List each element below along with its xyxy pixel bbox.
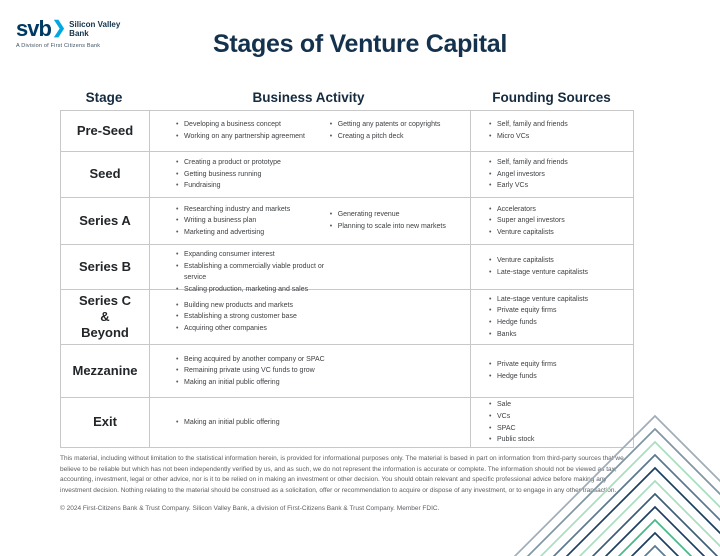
bullet-item [176, 215, 330, 227]
bullet-icon: • [176, 378, 179, 386]
bullet-text: Getting any patents or copyrights [337, 121, 441, 129]
bullet-icon: • [489, 121, 492, 129]
bullet-icon: • [329, 121, 333, 129]
bullet-item [176, 119, 330, 131]
table-row-mezzanine [61, 344, 633, 397]
bullet-text: Establishing a commercially viable product or service [184, 262, 325, 282]
bullet-text: Acquiring other companies [184, 324, 267, 332]
activity-cell [149, 398, 470, 447]
bullet-icon: • [489, 170, 492, 178]
bullet-item [489, 359, 631, 371]
bullet-text: Angel investors [497, 170, 545, 178]
activity-cell [149, 111, 470, 151]
bullet-item [489, 294, 631, 306]
activity-list [176, 300, 330, 335]
copyright-text: © 2024 First-Citizens Bank & Trust Company. Silicon Valley Bank, a division of First-Citizens Bank & Trust Company. Member FDIC. [60, 505, 440, 513]
bullet-item [489, 305, 631, 317]
bullet-icon: • [176, 418, 179, 426]
stage-label: Exit [93, 414, 117, 430]
bullet-text: Super angel investors [497, 217, 565, 225]
bullet-text: Generating revenue [337, 211, 400, 219]
bullet-item [489, 434, 631, 446]
bullet-text: Hedge funds [497, 319, 537, 326]
bullet-icon: • [176, 182, 179, 190]
bullet-item [489, 227, 631, 239]
bullet-icon: • [176, 228, 179, 236]
bullet-text: Working on any partnership agreement [184, 133, 305, 140]
activity-list-2 [330, 119, 466, 142]
bullet-item [176, 417, 330, 429]
bullet-item [489, 267, 631, 279]
bullet-text: Scaling production, marketing and sales [184, 285, 309, 293]
stage-label: Series C & Beyond [78, 292, 132, 341]
bullet-icon: • [176, 324, 179, 332]
bullet-icon: • [489, 307, 492, 315]
bullet-text: Making an initial public offering [184, 418, 280, 426]
bullet-item [489, 423, 631, 435]
bullet-text: Venture capitalists [497, 228, 554, 236]
table-row-series-c-beyond [61, 289, 633, 344]
bullet-text: Micro VCs [497, 133, 530, 140]
activity-list [176, 249, 330, 295]
bullet-text: Sale [497, 401, 512, 409]
header-stage: Stage [85, 89, 123, 105]
bullet-item [176, 377, 330, 389]
bullet-item [489, 180, 631, 192]
bullet-text: Creating a pitch deck [337, 133, 404, 140]
bullet-text: Making an initial public offering [184, 378, 280, 386]
bullet-text: Marketing and advertising [184, 228, 265, 236]
bullet-text: Expanding consumer interest [184, 251, 275, 258]
bullet-icon: • [176, 301, 179, 309]
bullet-item [176, 300, 330, 312]
disclaimer-text: This material, including without limitation to the statistical information herein, is provided for informational purposes only. The material is based in part on information from third-party sources that we believe to be reliable but which has not been independently verified by us, and as such, we do not represent the information is accurate or complete. The information should not be viewed as tax, accounting, investment, legal or other advice, nor is it to be relied on in making an investment or other decision. You should obtain relevant and specific professional advice before making any investment decision. Nothing relating to the material should be construed as a solicitation, offer or recommendation to acquire or dispose of any investment, or to engage in any other transaction. [60, 455, 624, 494]
bullet-icon: • [176, 262, 179, 270]
bullet-icon: • [176, 355, 179, 363]
bullet-item [176, 323, 330, 335]
table-header-row [60, 84, 634, 110]
bullet-text: Self, family and friends [497, 121, 568, 129]
bullet-text: Late-stage venture capitalists [497, 269, 589, 276]
bullet-icon: • [176, 251, 179, 258]
sources-cell [470, 290, 635, 344]
bullet-icon: • [489, 269, 492, 276]
bullet-icon: • [489, 373, 492, 380]
activity-list [176, 157, 330, 192]
bullet-item [489, 255, 631, 267]
bullet-item [489, 215, 631, 227]
bullet-item [489, 131, 631, 143]
sources-cell [470, 198, 635, 244]
bullet-item [176, 311, 330, 323]
bullet-item [176, 261, 330, 284]
bullet-text: Venture capitalists [497, 257, 554, 265]
activity-list [176, 354, 330, 389]
bullet-icon: • [176, 313, 179, 321]
bullet-icon: • [489, 228, 492, 236]
bullet-item [489, 317, 631, 329]
bullet-icon: • [489, 257, 492, 265]
bullet-icon: • [489, 133, 492, 140]
bullet-icon: • [176, 205, 179, 213]
bullet-item [176, 180, 330, 192]
bullet-icon: • [176, 121, 179, 129]
bullet-text: Writing a business plan [184, 217, 257, 225]
bullet-text: Fundraising [184, 182, 221, 190]
bullet-text: Public stock [497, 436, 535, 444]
chevron-right-icon: ❯ [51, 18, 67, 37]
bullet-item [330, 131, 466, 143]
bullet-item [330, 119, 466, 131]
bullet-item [176, 227, 330, 239]
bullet-text: Private equity firms [497, 307, 557, 315]
footer [60, 454, 634, 512]
bullet-text: Being acquired by another company or SPAC [184, 355, 325, 363]
table-row-seed [61, 151, 633, 197]
bullet-item [176, 131, 330, 143]
table-body [60, 110, 634, 448]
bullet-icon: • [176, 217, 179, 225]
stage-label: Series A [79, 212, 131, 228]
bullet-item [489, 329, 631, 341]
bullet-item [489, 119, 631, 131]
stage-label: Series B [78, 258, 132, 274]
svb-wordmark: svb [16, 16, 51, 41]
bullet-item [489, 157, 631, 169]
decoration-square [600, 533, 710, 556]
table-row-exit [61, 397, 633, 447]
bank-name-line2: Bank [69, 29, 89, 39]
activity-cell [149, 245, 470, 293]
header-founding-sources: Founding Sources [492, 89, 611, 105]
bullet-text: Establishing a strong customer base [184, 313, 297, 321]
activity-list [176, 119, 330, 142]
sources-cell [470, 398, 635, 447]
table-row-series-a [61, 197, 633, 244]
bullet-text: Developing a business concept [184, 121, 281, 129]
bullet-item [489, 169, 631, 181]
bullet-item [330, 221, 466, 233]
decoration-square [574, 507, 720, 556]
bullet-icon: • [176, 170, 179, 178]
bullet-text: Remaining private using VC funds to grow [184, 367, 315, 375]
bullet-icon: • [489, 205, 492, 213]
bullet-text: Planning to scale into new markets [337, 223, 446, 230]
sources-cell [470, 111, 635, 151]
bullet-item [489, 399, 631, 411]
bullet-icon: • [489, 159, 492, 167]
bullet-icon: • [329, 211, 333, 219]
bank-tagline: A Division of First Citizens Bank [16, 43, 101, 49]
bullet-text: VCs [497, 412, 511, 420]
header-business-activity: Business Activity [252, 89, 365, 105]
bullet-icon: • [489, 295, 492, 303]
bullet-text: Getting business running [184, 170, 262, 178]
bullet-item [489, 411, 631, 423]
bullet-item [176, 354, 330, 366]
bullet-icon: • [489, 436, 492, 444]
decoration-square [613, 546, 697, 556]
sources-cell [470, 152, 635, 197]
bullet-icon: • [176, 367, 179, 375]
bullet-icon: • [489, 401, 492, 409]
decoration-square [587, 520, 720, 556]
bullet-icon: • [329, 133, 333, 140]
table-row-series-b [61, 244, 633, 293]
sources-cell [470, 245, 635, 289]
stage-label: Seed [89, 166, 121, 182]
activity-list [176, 417, 330, 429]
stage-label: Pre-Seed [76, 122, 134, 138]
bullet-icon: • [329, 223, 333, 230]
bullet-item [489, 371, 631, 383]
activity-cell [149, 290, 470, 344]
activity-cell [149, 198, 470, 244]
bullet-icon: • [489, 330, 492, 338]
page-title: Stages of Venture Capital [213, 30, 507, 58]
bullet-item [489, 204, 631, 216]
bullet-icon: • [176, 285, 179, 293]
bullet-icon: • [489, 217, 492, 225]
bullet-item [330, 209, 466, 221]
bullet-text: Accelerators [497, 205, 536, 213]
activity-list [176, 204, 330, 239]
bullet-item [176, 249, 330, 261]
bullet-icon: • [489, 424, 492, 432]
table-row-pre-seed [61, 111, 633, 151]
bullet-icon: • [176, 133, 179, 140]
bullet-item [176, 169, 330, 181]
bullet-text: Researching industry and markets [184, 205, 291, 213]
bullet-text: Hedge funds [497, 373, 537, 380]
bullet-icon: • [489, 361, 492, 369]
bullet-text: Private equity firms [497, 361, 557, 369]
bullet-item [176, 365, 330, 377]
stage-label: Mezzanine [72, 362, 138, 378]
bullet-icon: • [176, 159, 179, 167]
bullet-icon: • [489, 319, 492, 326]
bullet-text: SPAC [497, 424, 516, 432]
bullet-icon: • [489, 182, 492, 190]
bullet-text: Creating a product or prototype [184, 159, 281, 167]
bank-name-line1: Silicon Valley [69, 20, 121, 29]
bullet-text: Early VCs [497, 182, 529, 190]
bullet-text: Self, family and friends [497, 159, 568, 167]
bullet-icon: • [489, 412, 492, 420]
bullet-text: Building new products and markets [184, 301, 293, 309]
activity-cell [149, 152, 470, 197]
activity-list-2 [330, 209, 466, 232]
sources-cell [470, 345, 635, 397]
bullet-text: Late-stage venture capitalists [497, 295, 589, 303]
activity-cell [149, 345, 470, 397]
bullet-item [176, 204, 330, 216]
stages-table [60, 84, 634, 448]
bullet-text: Banks [497, 330, 517, 338]
bullet-item [176, 157, 330, 169]
